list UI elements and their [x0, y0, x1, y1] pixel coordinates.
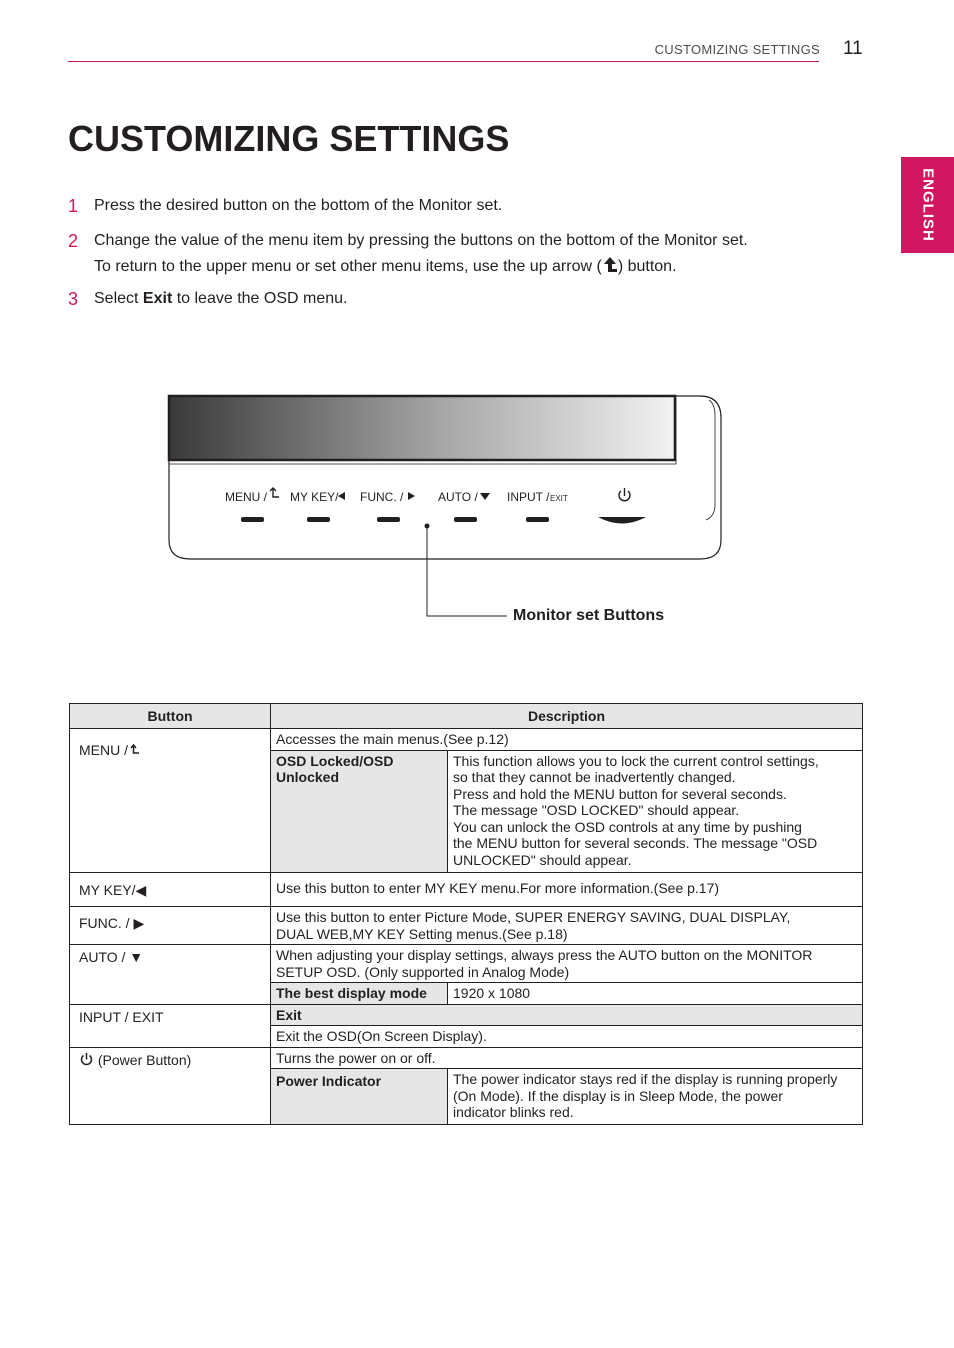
step-text-line2 — [94, 254, 677, 280]
text-line: You can unlock the OSD controls at any time by pushing — [453, 818, 802, 835]
text-line: Use this button to enter Picture Mode, SUPER ENERGY SAVING, DUAL DISPLAY, — [276, 909, 791, 925]
button-cell-func: FUNC. / ▶ — [70, 907, 271, 945]
sub-description-cell — [448, 1069, 863, 1125]
sub-value-cell: 1920 x 1080 — [448, 983, 863, 1005]
text-line: The power indicator stays red if the display is running properly — [453, 1071, 838, 1087]
button-cell-input: INPUT / EXIT — [70, 1004, 271, 1047]
step-text-bold: Exit — [142, 290, 173, 307]
step-text: Change the value of the menu item by pressing the buttons on the bottom of the Monitor set. — [94, 232, 748, 249]
button-cell-power — [70, 1047, 271, 1124]
diagram-label-func: FUNC. / — [360, 490, 404, 504]
step-text-part: Select — [94, 290, 143, 307]
text-line: (On Mode). If the display is in Sleep Mode, the power — [453, 1087, 783, 1104]
sub-label-cell: The best display mode — [271, 983, 448, 1005]
page-number: 11 — [843, 38, 863, 59]
description-cell: Use this button to enter MY KEY menu.For more information.(See p.17) — [271, 873, 863, 907]
callout-dot — [425, 524, 430, 529]
language-tab-label: ENGLISH — [919, 168, 936, 242]
text-line: indicator blinks red. — [453, 1104, 574, 1120]
sub-label-cell: Exit — [271, 1004, 863, 1026]
description-cell: Turns the power on or off. — [271, 1047, 863, 1069]
step-text — [94, 286, 347, 312]
mykey-button — [307, 517, 330, 522]
diagram-label-mykey: MY KEY/ — [290, 490, 339, 504]
table-header-row — [70, 704, 863, 729]
button-cell-menu — [70, 729, 271, 873]
diagram-label-menu: MENU / — [225, 490, 267, 504]
step-text-part: to leave the OSD menu. — [172, 290, 348, 307]
button-cell-auto: AUTO / ▼ — [70, 945, 271, 1005]
language-tab — [901, 157, 954, 253]
text-line: so that they cannot be inadvertently changed. — [453, 769, 736, 785]
table-row — [70, 1004, 863, 1026]
table-row — [70, 945, 863, 983]
table-row — [70, 1047, 863, 1069]
auto-button — [454, 517, 477, 522]
table-row — [70, 873, 863, 907]
func-button — [377, 517, 400, 522]
text-line: When adjusting your display settings, always press the AUTO button on the MONITOR — [276, 947, 813, 963]
step-text-part: To return to the upper menu or set other menu items, use the up arrow ( — [94, 258, 602, 275]
input-button — [526, 517, 549, 522]
diagram-label-auto: AUTO / — [438, 490, 478, 504]
power-icon — [79, 1052, 94, 1067]
callout-label: Monitor set Buttons — [513, 607, 665, 624]
description-cell: Exit the OSD(On Screen Display). — [271, 1026, 863, 1048]
header-rule — [68, 61, 819, 62]
up-arrow-icon — [128, 744, 140, 756]
up-arrow-icon — [602, 256, 618, 274]
header-section-title: CUSTOMIZING SETTINGS — [654, 42, 820, 57]
column-header-description: Description — [271, 704, 863, 729]
diagram-label-exit: EXIT — [550, 494, 568, 503]
description-cell: Accesses the main menus.(See p.12) — [271, 729, 863, 751]
sub-label-cell: OSD Locked/OSD Unlocked — [271, 750, 448, 873]
step-number: 2 — [68, 231, 79, 251]
text-line: Press and hold the MENU button for several seconds. — [453, 785, 787, 802]
description-cell — [271, 907, 863, 945]
step-number: 3 — [68, 289, 79, 309]
menu-button — [241, 517, 264, 522]
step-text-part: ) button. — [617, 258, 677, 275]
button-name: (Power Button) — [97, 1051, 192, 1068]
text-line: UNLOCKED" should appear. — [453, 851, 632, 868]
text-line: The message "OSD LOCKED" should appear. — [453, 802, 740, 818]
diagram-label-input: INPUT / — [507, 490, 550, 504]
monitor-buttons-diagram — [160, 390, 730, 635]
button-description-table — [69, 703, 863, 1125]
text-line: This function allows you to lock the current control settings, — [453, 752, 819, 769]
page-title: CUSTOMIZING SETTINGS — [68, 118, 510, 159]
monitor-screen — [169, 396, 675, 460]
step-number: 1 — [68, 196, 79, 216]
text-line: the MENU button for several seconds. The message "OSD — [453, 835, 818, 851]
text-line: SETUP OSD. (Only supported in Analog Mode) — [276, 963, 570, 980]
button-cell-mykey: MY KEY/◀ — [70, 873, 271, 907]
sub-label-cell: Power Indicator — [271, 1069, 448, 1125]
description-cell — [271, 945, 863, 983]
step-text: Press the desired button on the bottom of the Monitor set. — [94, 197, 503, 214]
table-row — [70, 729, 863, 751]
sub-description-cell — [448, 750, 863, 873]
table-row — [70, 907, 863, 945]
text-line: DUAL WEB,MY KEY Setting menus.(See p.18) — [276, 925, 568, 942]
column-header-button: Button — [70, 704, 271, 729]
button-name: MENU / — [79, 742, 128, 758]
